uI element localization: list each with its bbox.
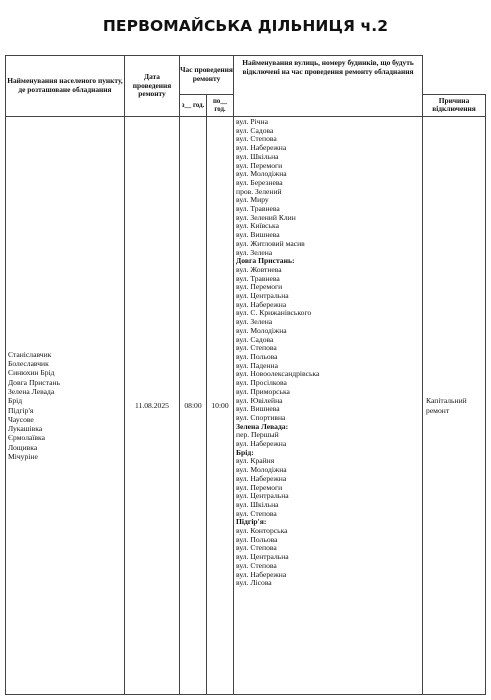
street-item: вул. Шкільна	[236, 151, 279, 161]
street-item: вул. Польова	[236, 534, 278, 544]
header-streets: Найменування вулиць, номеру будинків, що будуть відключені на час проведення ремонту обладнання	[234, 56, 423, 117]
header-time: Час проведення ремонту	[180, 56, 234, 95]
settlement-item: Підгір'я	[8, 405, 34, 415]
time-from-cell: 08:00	[180, 117, 207, 695]
settlement-item: Брід	[8, 396, 23, 406]
settlements-list	[8, 350, 124, 462]
street-item: вул. Набережна	[236, 569, 287, 579]
street-item: вул. Зелена	[236, 247, 273, 257]
street-item: вул. Степова	[236, 560, 277, 570]
settlement-item: Болеславчик	[8, 359, 49, 369]
street-item: пер. Першый	[236, 430, 279, 440]
street-item: вул. Садова	[236, 334, 274, 344]
street-item: вул. Вишнева	[236, 230, 280, 240]
street-group-heading: Довга Пристань:	[236, 256, 295, 266]
street-item: вул. Річна	[236, 117, 268, 126]
settlement-item: Мічуріне	[8, 451, 38, 461]
street-item: вул. Лісова	[236, 578, 272, 588]
street-item: вул. Польова	[236, 351, 278, 361]
street-item: вул. Садова	[236, 125, 274, 135]
street-item: вул. Жовтнева	[236, 264, 282, 274]
header-date: Дата проведення ремонту	[125, 56, 180, 117]
outage-table	[5, 55, 486, 695]
streets-cell	[234, 117, 423, 695]
street-item: вул. Приморська	[236, 386, 290, 396]
header-reason-spacer	[423, 56, 486, 95]
street-item: вул. Набережна	[236, 299, 287, 309]
street-item: вул. Перемоги	[236, 482, 283, 492]
street-item: вул. Набережна	[236, 473, 287, 483]
street-item: вул. Новоолександрівська	[236, 369, 320, 379]
street-group-heading: Підгір'я:	[236, 517, 267, 527]
street-item: вул. Степова	[236, 508, 277, 518]
time-to-cell: 10:00	[207, 117, 234, 695]
street-item: вул. Центральна	[236, 291, 289, 301]
street-group-heading: Брід:	[236, 447, 254, 457]
settlement-item: Синюхин Брід	[8, 368, 55, 378]
street-item: вул. Центральна	[236, 491, 289, 501]
date-cell: 11.08.2025	[125, 117, 180, 695]
settlement-item: Станіславчик	[8, 349, 52, 359]
street-item: вул. Вишнева	[236, 404, 280, 414]
street-item: вул. Степова	[236, 134, 277, 144]
streets-list	[236, 118, 422, 588]
street-item: вул. Молодіжна	[236, 169, 287, 179]
street-item: вул. Крайня	[236, 456, 275, 466]
street-item: вул. Набережна	[236, 143, 287, 153]
street-group-heading: Зелена Левада:	[236, 421, 289, 431]
settlement-item: Лощивка	[8, 442, 38, 452]
street-item: вул. Просілкова	[236, 378, 287, 388]
street-item: вул. Травнева	[236, 273, 280, 283]
street-item: вул. Перемоги	[236, 282, 283, 292]
street-item: вул. Молодіжна	[236, 465, 287, 475]
street-item: вул. Березнева	[236, 177, 283, 187]
street-item: вул. Травнева	[236, 204, 280, 214]
page-title: ПЕРВОМАЙСЬКА ДІЛЬНИЦЯ ч.2	[102, 17, 389, 35]
street-item: вул. Зелена	[236, 317, 273, 327]
settlement-item: Чаусове	[8, 414, 34, 424]
street-item: вул. Житловий масив	[236, 238, 305, 248]
settlements-cell	[6, 117, 125, 695]
street-item: вул. Зелений Клин	[236, 212, 296, 222]
street-item: вул. Набережна	[236, 439, 287, 449]
header-time-from: з__ год.	[180, 95, 207, 117]
street-item: вул. Шкільна	[236, 499, 279, 509]
street-item: вул. Степова	[236, 343, 277, 353]
street-item: вул. Паденна	[236, 360, 278, 370]
street-item: вул. Конторська	[236, 526, 288, 536]
settlement-item: Єрмолаївка	[8, 433, 45, 443]
settlement-item: Лукашівка	[8, 424, 43, 434]
header-reason: Причина відключення	[423, 95, 486, 117]
street-item: пров. Зелений	[236, 186, 282, 196]
street-item: вул. Молодіжна	[236, 325, 287, 335]
header-time-to: по__ год.	[207, 95, 234, 117]
street-item: вул. Ювілейна	[236, 395, 283, 405]
street-item: вул. С. Крижанівського	[236, 308, 312, 318]
reason-cell: Капітальний ремонт	[423, 117, 486, 695]
street-item: вул. Перемоги	[236, 160, 283, 170]
header-settlement: Найменування населеного пункту, де розташоване обладнання	[6, 56, 125, 117]
settlement-item: Зелена Левада	[8, 386, 55, 396]
settlement-item: Довга Пристань	[8, 377, 60, 387]
street-item: вул. Спортивна	[236, 412, 286, 422]
street-item: вул. Центральна	[236, 552, 289, 562]
street-item: вул. Миру	[236, 195, 269, 205]
street-item: вул. Степова	[236, 543, 277, 553]
street-item: вул. Київська	[236, 221, 279, 231]
